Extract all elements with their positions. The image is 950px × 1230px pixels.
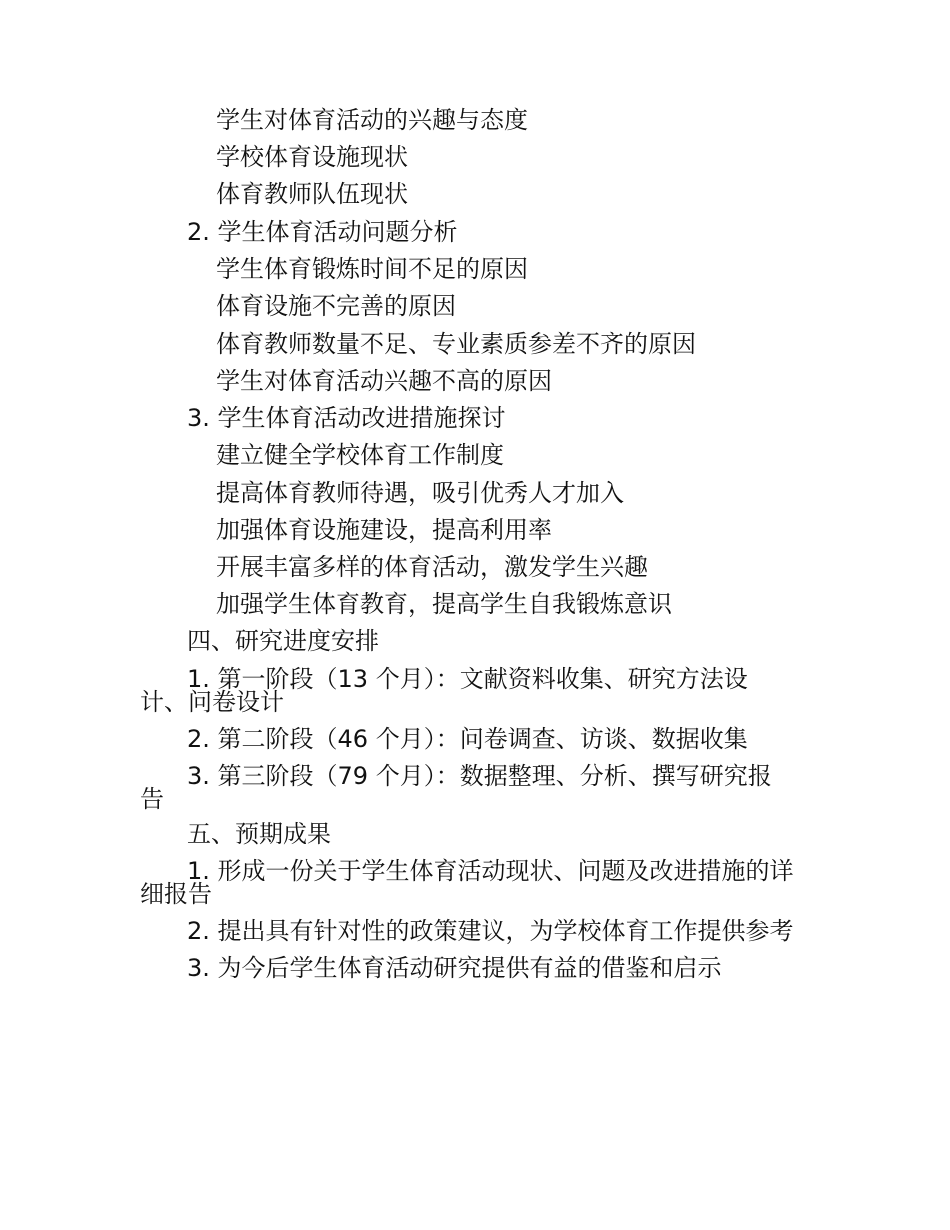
numbered-item: 1. 形成一份关于学生体育活动现状、问题及改进措施的详 (187, 857, 794, 885)
text-line: 学生体育锻炼时间不足的原因 (216, 255, 528, 283)
text-line: 体育教师队伍现状 (216, 180, 408, 208)
wrapped-line: 计、问卷设计 (140, 688, 284, 716)
text-line: 加强学生体育教育，提高学生自我锻炼意识 (216, 590, 672, 618)
wrapped-line: 细报告 (140, 880, 212, 908)
section-item: 2. 学生体育活动问题分析 (187, 218, 458, 246)
section-item: 3. 学生体育活动改进措施探讨 (187, 404, 506, 432)
text-line: 学生对体育活动的兴趣与态度 (216, 106, 528, 134)
numbered-item: 3. 为今后学生体育活动研究提供有益的借鉴和启示 (187, 954, 722, 982)
section-heading: 五、预期成果 (187, 820, 331, 848)
wrapped-line: 告 (140, 785, 164, 813)
text-line: 加强体育设施建设，提高利用率 (216, 516, 552, 544)
text-line: 学校体育设施现状 (216, 143, 408, 171)
section-heading: 四、研究进度安排 (187, 627, 379, 655)
text-line: 学生对体育活动兴趣不高的原因 (216, 367, 552, 395)
text-line: 体育设施不完善的原因 (216, 292, 456, 320)
text-line: 建立健全学校体育工作制度 (216, 441, 504, 469)
text-line: 提高体育教师待遇，吸引优秀人才加入 (216, 479, 624, 507)
text-line: 开展丰富多样的体育活动，激发学生兴趣 (216, 553, 648, 581)
numbered-item: 2. 提出具有针对性的政策建议，为学校体育工作提供参考 (187, 917, 794, 945)
numbered-item: 2. 第二阶段（46 个月）：问卷调查、访谈、数据收集 (187, 725, 748, 753)
text-line: 体育教师数量不足、专业素质参差不齐的原因 (216, 330, 696, 358)
numbered-item: 3. 第三阶段（79 个月）：数据整理、分析、撰写研究报 (187, 762, 772, 790)
numbered-item: 1. 第一阶段（13 个月）：文献资料收集、研究方法设 (187, 665, 748, 693)
